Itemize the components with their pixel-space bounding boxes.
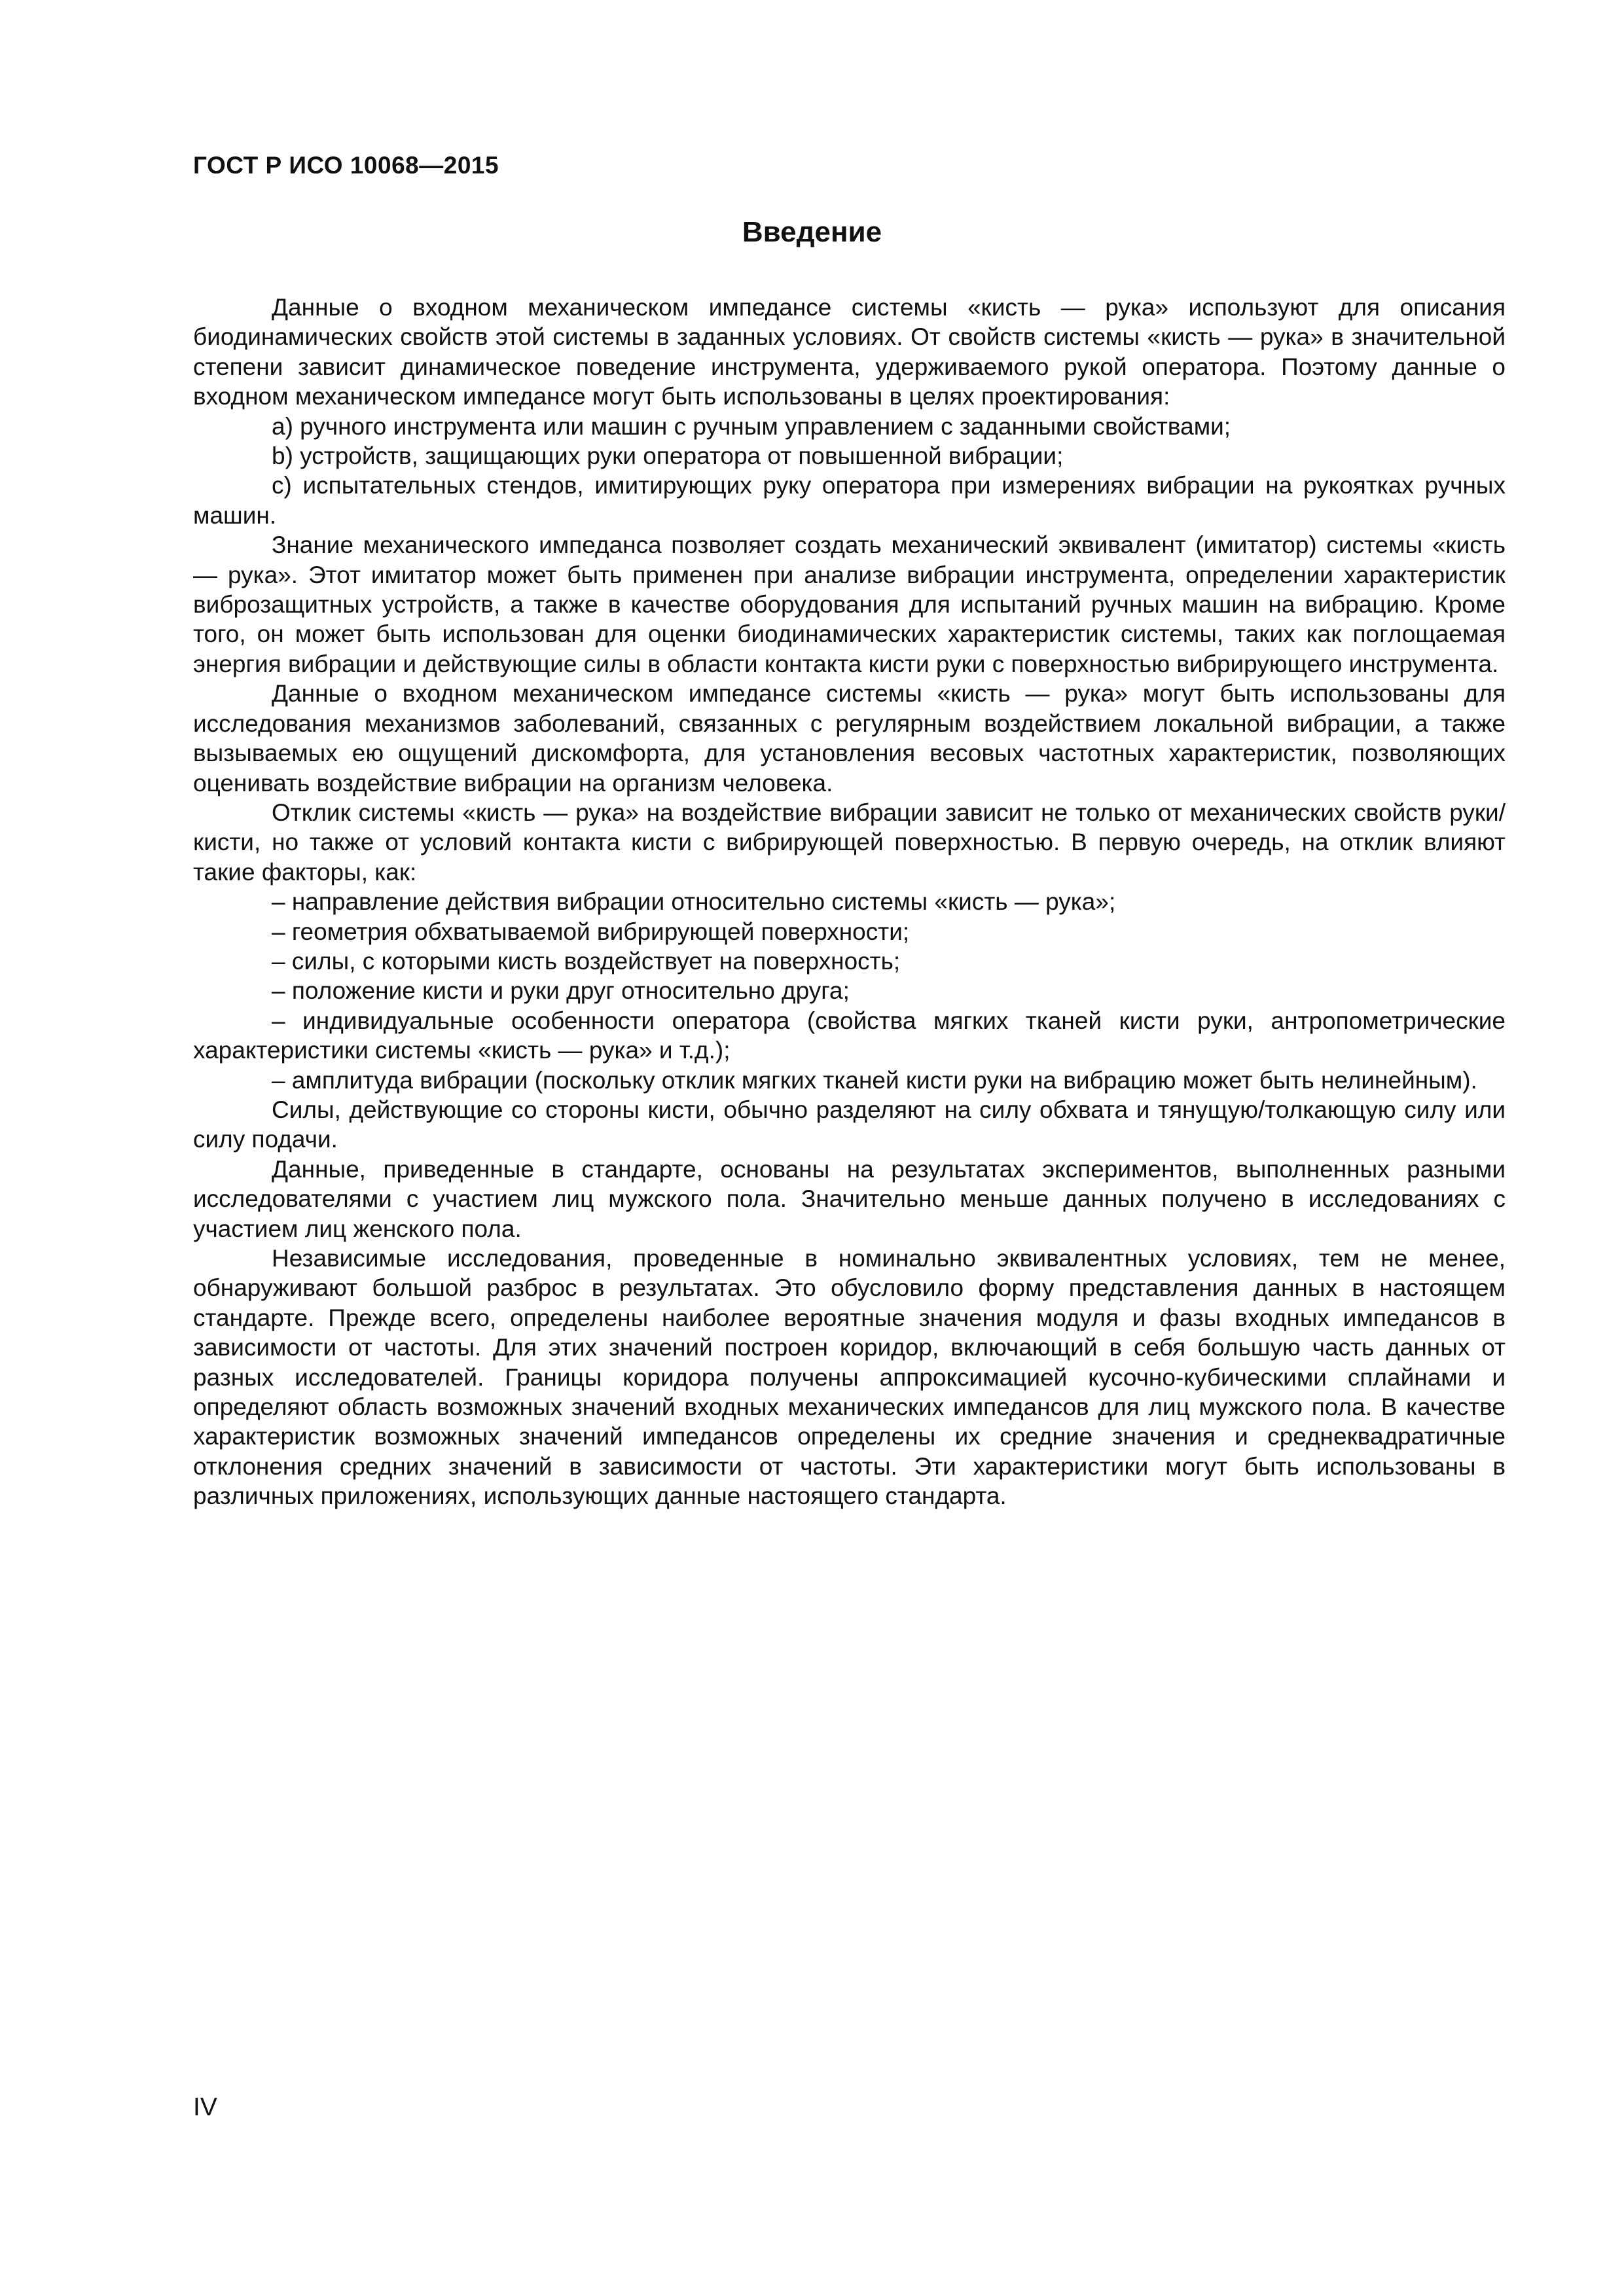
document-body: [193, 293, 1506, 1511]
list-item: – положение кисти и руки друг относительно друга;: [272, 977, 850, 1005]
list-item: c) испытательных стендов, имитирующих руку оператора при измерениях вибрации на рукоятках ручных машин.: [193, 472, 1506, 529]
document-header: ГОСТ Р ИСО 10068—2015: [193, 152, 499, 179]
list-item: – геометрия обхватываемой вибрирующей поверхности;: [272, 918, 910, 945]
paragraph: Независимые исследования, проведенные в номинально эквивалентных условиях, тем не менее, обнаруживают большой разброс в результатах. Это обусловило форму представления данных в настоящем стандарте. Прежде всего, определены наиболее вероятные значения модуля и фазы входных импедансов в зависимости от частоты. Для этих значений построен коридор, включающий в себя большую часть данных от разных исследователей. Границы коридора получены аппроксимацией кусочно-кубическими сплайнами и определяют область возможных значений входных механических импедансов для лиц мужского пола. В качестве характеристик возможных значений импедансов определены их средние значения и среднеквадратичные отклонения средних значений в зависимости от частоты. Эти характеристики могут быть использованы в различных приложениях, использующих данные настоящего стандарта.: [193, 1245, 1506, 1510]
paragraph: Данные, приведенные в стандарте, основаны на результатах экспериментов, выполненных разными исследователями с участием лиц мужского пола. Значительно меньше данных получено в исследованиях с участием лиц женского пола.: [193, 1155, 1506, 1242]
paragraph: Данные о входном механическом импедансе системы «кисть — рука» могут быть использованы для исследования механизмов заболеваний, связанных с регулярным воздействием локальной вибрации, а также вызываемых ею ощущений дискомфорта, для установления весовых частотных характеристик, позволяющих оценивать воздействие вибрации на организм человека.: [193, 680, 1506, 797]
list-item: – направление действия вибрации относительно системы «кисть — рука»;: [272, 888, 1116, 916]
list-item: b) устройств, защищающих руки оператора от повышенной вибрации;: [272, 442, 1064, 470]
paragraph: Знание механического импеданса позволяет создать механический эквивалент (имитатор) системы «кисть — рука». Этот имитатор может быть применен при анализе вибрации инструмента, определении характеристик виброзащитных устройств, а также в качестве оборудования для испытаний ручных машин на вибрацию. Кроме того, он может быть использован для оценки биодинамических характеристик системы, таких как поглощаемая энергия вибрации и действующие силы в области контакта кисти руки с поверхностью вибрирующего инструмента.: [193, 531, 1506, 677]
paragraph: Отклик системы «кисть — рука» на воздействие вибрации зависит не только от механических свойств руки/кисти, но также от условий контакта кисти с вибрирующей поверхностью. В первую очередь, на отклик влияют такие факторы, как:: [193, 798, 1506, 886]
list-item: – силы, с которыми кисть воздействует на поверхность;: [272, 947, 901, 975]
list-item: a) ручного инструмента или машин с ручным управлением с заданными свойствами;: [272, 412, 1231, 440]
list-item: – амплитуда вибрации (поскольку отклик мягких тканей кисти руки на вибрацию может быть нелинейным).: [272, 1066, 1477, 1094]
section-title: Введение: [742, 216, 882, 248]
paragraph: Данные о входном механическом импедансе системы «кисть — рука» используют для описания биодинамических свойств этой системы в заданных условиях. От свойств системы «кисть — рука» в значительной степени зависит динамическое поведение инструмента, удерживаемого рукой оператора. Поэтому данные о входном механическом импедансе могут быть использованы в целях проектирования:: [193, 294, 1506, 410]
list-item: – индивидуальные особенности оператора (свойства мягких тканей кисти руки, антропометрические характеристики системы «кисть — рука» и т.д.);: [193, 1007, 1506, 1064]
page-number: IV: [193, 2093, 217, 2121]
paragraph: Силы, действующие со стороны кисти, обычно разделяют на силу обхвата и тянущую/толкающую силу или силу подачи.: [193, 1096, 1506, 1153]
